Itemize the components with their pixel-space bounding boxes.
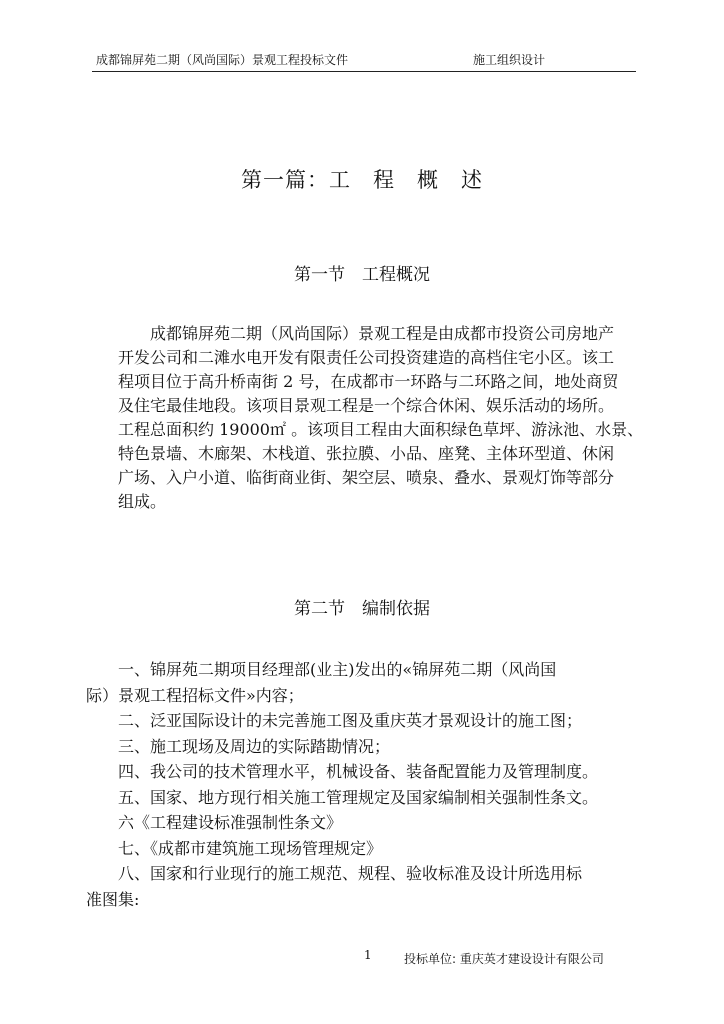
section-heading-overview: 第一节 工程概况 <box>294 265 430 285</box>
paragraph-line: 工程总面积约 19000㎡ 。该项目工程由大面积绿色草坪、游泳池、水景、 <box>118 420 644 439</box>
paragraph-line: 广场、入户小道、临街商业街、架空层、喷泉、叠水、景观灯饰等部分 <box>118 468 615 487</box>
header-document-title: 成都锦屏苑二期（风尚国际）景观工程投标文件 <box>96 53 349 67</box>
paragraph-line: 特色景墙、木廊架、木栈道、张拉膜、小品、座凳、主体环型道、休闲 <box>118 444 615 463</box>
list-item: 八、国家和行业现行的施工规范、规程、验收标准及设计所选用标 <box>118 864 583 883</box>
overview-paragraph <box>118 322 644 514</box>
list-item: 准图集: <box>86 889 140 909</box>
paragraph-line: 及住宅最佳地段。该项目景观工程是一个综合休闲、娱乐活动的场所。 <box>118 396 615 415</box>
paragraph-line: 组成。 <box>118 492 167 511</box>
section-heading-basis: 第二节 编制依据 <box>294 599 430 619</box>
bidder-unit: 投标单位: 重庆英才建设设计有限公司 <box>404 952 604 966</box>
list-item: 四、我公司的技术管理水平，机械设备、装备配置能力及管理制度。 <box>118 762 599 781</box>
list-item: 三、施工现场及周边的实际踏勘情况； <box>118 736 391 756</box>
list-item: 五、国家、地方现行相关施工管理规定及国家编制相关强制性条文。 <box>118 787 599 807</box>
paragraph-line: 程项目位于高升桥南街 2 号，在成都市一环路与二环路之间，地处商贸 <box>118 372 619 391</box>
list-item: 六《工程建设标准强制性条文》 <box>118 813 343 832</box>
basis-list <box>86 657 646 912</box>
chapter-title: 第一篇：工 程 概 述 <box>241 168 483 192</box>
list-item: 际）景观工程招标文件»内容； <box>86 685 304 705</box>
page-footer <box>0 948 724 968</box>
list-item: 七、《成都市建筑施工现场管理规定》 <box>118 838 383 858</box>
page-number: 1 <box>364 948 372 962</box>
page-header <box>92 53 636 72</box>
paragraph-line: 成都锦屏苑二期（风尚国际）景观工程是由成都市投资公司房地产 <box>150 324 615 343</box>
list-item: 二、泛亚国际设计的未完善施工图及重庆英才景观设计的施工图； <box>118 711 583 730</box>
list-item: 一、锦屏苑二期项目经理部(业主)发出的«锦屏苑二期（风尚国 <box>118 660 557 679</box>
paragraph-line: 开发公司和二滩水电开发有限责任公司投资建造的高档住宅小区。该工 <box>118 348 615 367</box>
header-section-title: 施工组织设计 <box>473 53 546 67</box>
